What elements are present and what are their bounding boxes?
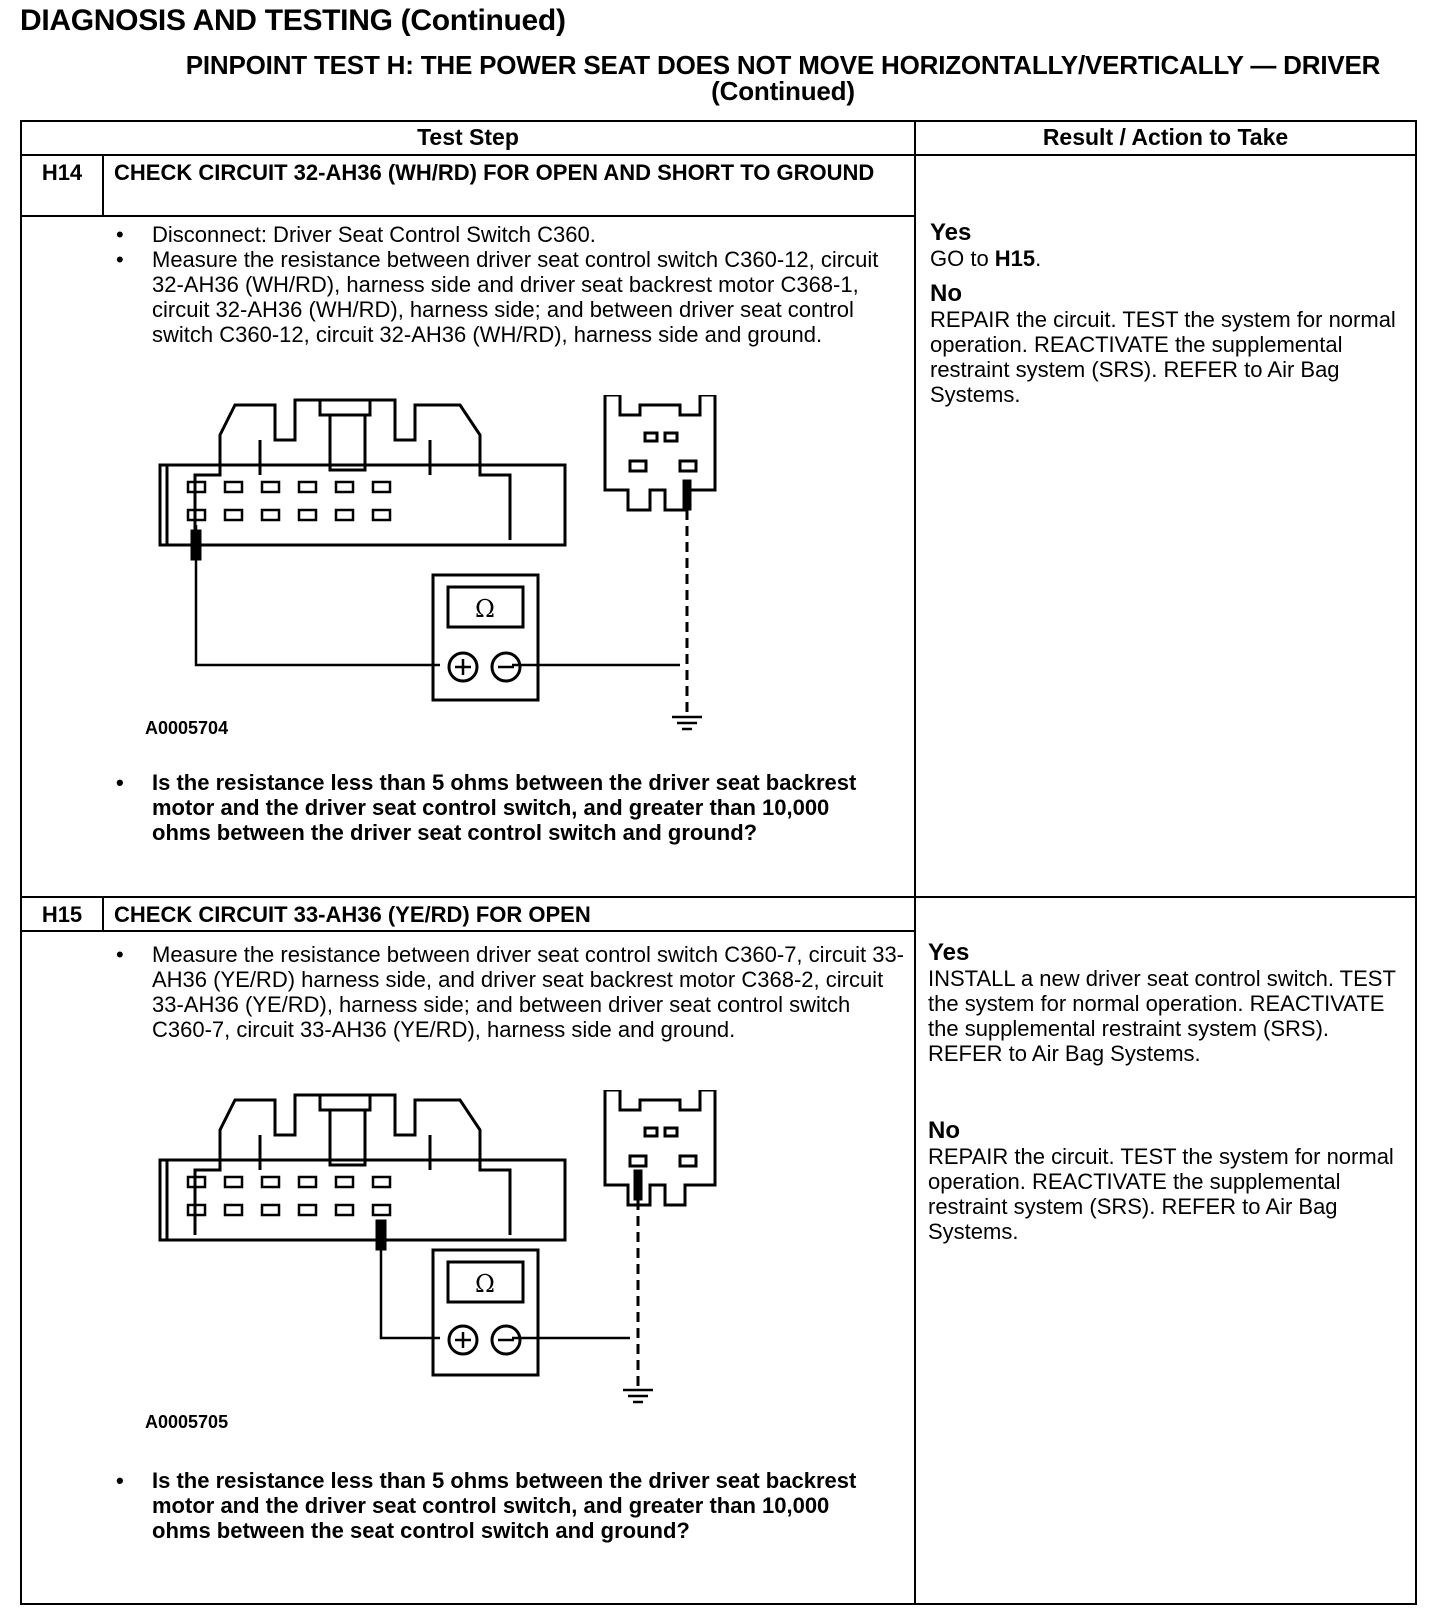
motor-connector xyxy=(605,1090,715,1205)
step-title: CHECK CIRCUIT 32-AH36 (WH/RD) FOR OPEN AND SHORT TO GROUND xyxy=(114,160,875,185)
instruction-item: • Measure the resistance between driver seat control switch C360-12, circuit 32-AH36 (WH/RD), harness side and driver seat backrest motor C368-1, circuit 32-AH36 (WH/RD), harness side; and between driver seat control switch C360-12, circuit 32-AH36 (WH/RD), harness side and ground. xyxy=(114,247,904,347)
yes-action-pre: GO to xyxy=(930,246,995,271)
pinpoint-test-title xyxy=(0,52,1456,104)
h14-result xyxy=(930,220,1400,407)
test-title-line: PINPOINT TEST H: THE POWER SEAT DOES NOT MOVE HORIZONTALLY/VERTICALLY — DRIVER xyxy=(185,50,1381,80)
seat-switch-connector xyxy=(160,400,565,545)
yes-action-post: . xyxy=(1035,246,1042,271)
header-test-step: Test Step xyxy=(417,124,519,150)
ohm-symbol: Ω xyxy=(475,595,495,623)
seat-switch-connector xyxy=(160,1095,565,1240)
h14-title-divider xyxy=(20,215,916,217)
no-label: No xyxy=(930,280,962,307)
h15-id-divider xyxy=(102,896,104,931)
header-divider xyxy=(20,154,1417,156)
step-instructions xyxy=(114,222,904,347)
test-title-continued: (Continued) xyxy=(711,76,855,106)
yes-action: INSTALL a new driver seat control switch. TEST the system for normal operation. REACTIVATE the supplemental restraint system (SRS). REFER to Air Bag Systems. xyxy=(928,966,1396,1066)
no-action: REPAIR the circuit. TEST the system for normal operation. REACTIVATE the supplemental restraint system (SRS). REFER to Air Bag Systems. xyxy=(930,307,1396,407)
no-action: REPAIR the circuit. TEST the system for normal operation. REACTIVATE the supplemental restraint system (SRS). REFER to Air Bag Systems. xyxy=(928,1144,1394,1244)
h15-title-divider xyxy=(20,930,916,932)
yes-step-link: H15 xyxy=(994,246,1036,271)
step-question xyxy=(114,1468,884,1543)
motor-connector xyxy=(605,395,715,510)
header-result: Result / Action to Take xyxy=(1042,124,1289,150)
ohmmeter xyxy=(433,1250,538,1375)
spacer xyxy=(928,1066,1408,1118)
ground-symbol xyxy=(672,717,702,729)
no-label: No xyxy=(928,1117,960,1144)
column-divider xyxy=(914,120,916,1605)
step-id: H15 xyxy=(41,902,83,927)
step-question xyxy=(114,770,884,845)
spacer xyxy=(930,271,1400,281)
step-title: CHECK CIRCUIT 33-AH36 (YE/RD) FOR OPEN xyxy=(114,902,591,927)
question-item: • Is the resistance less than 5 ohms between the driver seat backrest motor and the driver seat control switch, and greater than 10,000 ohms between the seat control switch and ground? xyxy=(114,1468,884,1543)
yes-action xyxy=(930,246,1400,271)
h14-id-divider xyxy=(102,154,104,216)
step-id: H14 xyxy=(41,160,83,185)
step-instructions xyxy=(114,942,904,1042)
ohm-symbol: Ω xyxy=(475,1270,495,1298)
page-title: DIAGNOSIS AND TESTING (Continued) xyxy=(20,4,566,37)
connector-measurement-diagram xyxy=(140,1090,760,1470)
test-leads xyxy=(191,480,691,717)
connector-measurement-diagram xyxy=(140,395,760,775)
instruction-item: • Measure the resistance between driver seat control switch C360-7, circuit 33-AH36 (YE/RD) harness side, and driver seat backrest motor C368-2, circuit 33-AH36 (YE/RD), harness side; and between driver seat control switch C360-7, circuit 33-AH36 (YE/RD), harness side and ground. xyxy=(114,942,904,1042)
connector-pins xyxy=(188,1177,390,1215)
connector-pins xyxy=(188,482,390,520)
ground-symbol xyxy=(623,1390,653,1402)
figure-id: A0005705 xyxy=(145,1412,229,1432)
yes-label: Yes xyxy=(930,219,972,246)
figure-id: A0005704 xyxy=(145,718,229,738)
ohmmeter xyxy=(433,575,538,700)
instruction-item: • Disconnect: Driver Seat Control Switch C360. xyxy=(114,222,904,247)
yes-label: Yes xyxy=(928,939,970,966)
question-item: • Is the resistance less than 5 ohms between the driver seat backrest motor and the driver seat control switch, and greater than 10,000 ohms between the driver seat control switch and ground? xyxy=(114,770,884,845)
h15-result xyxy=(928,940,1408,1244)
h14-h15-divider xyxy=(20,896,1417,898)
